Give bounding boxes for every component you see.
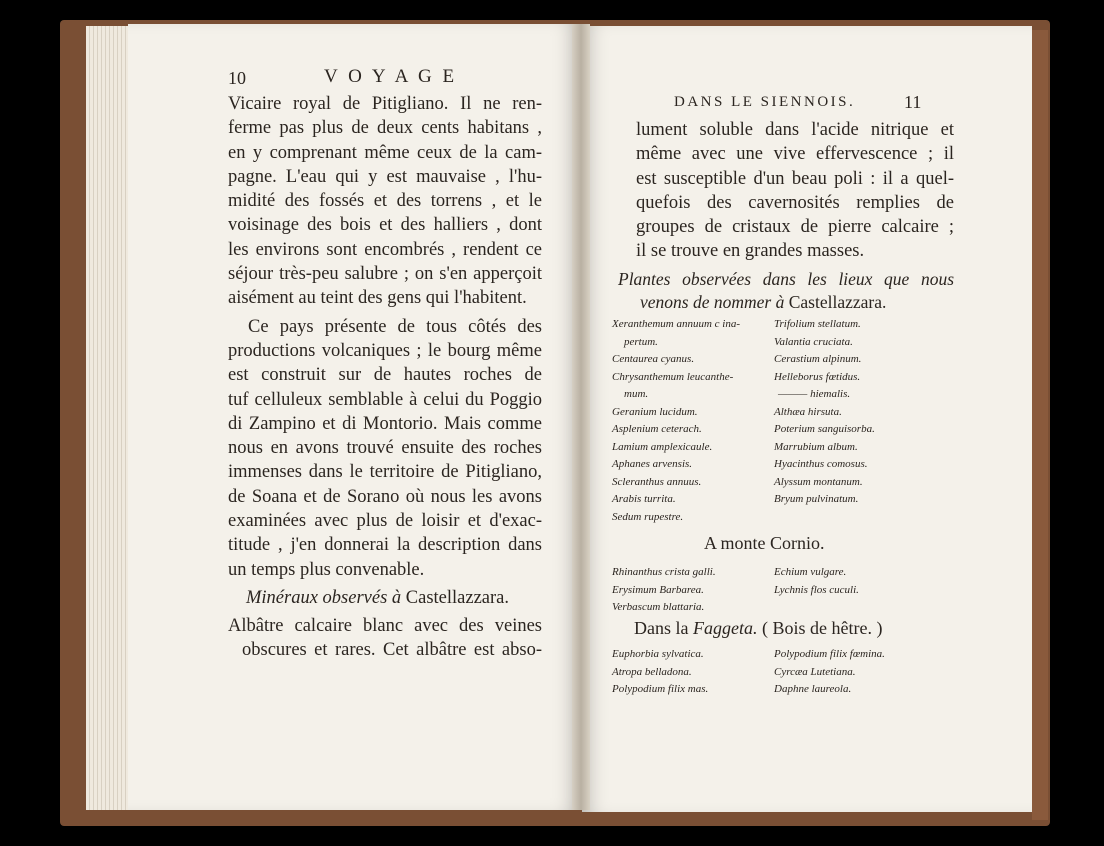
list-item: Scleranthus annuus. xyxy=(612,475,702,488)
list-item: Atropa belladona. xyxy=(612,665,692,678)
text-line: di Zampino et di Montorio. Mais comme xyxy=(228,413,542,434)
faggeta-heading xyxy=(634,618,882,639)
text-line: il se trouve en grandes masses. xyxy=(636,241,865,262)
list-item: Euphorbia sylvatica. xyxy=(612,648,704,660)
plants-heading-line2-place: Castellazzara. xyxy=(788,292,887,312)
list-item: Hyacinthus comosus. xyxy=(774,458,868,470)
text-line: Vicaire royal de Pitigliano. Il ne ren- xyxy=(228,94,542,114)
text-line: titude , j'en donnerai la description dans xyxy=(228,535,542,556)
minerals-heading xyxy=(228,586,542,610)
list-item: Polypodium filix mas. xyxy=(612,683,709,695)
text-line: en y comprenant même ceux de la cam- xyxy=(228,142,542,163)
plants-heading xyxy=(618,268,954,314)
faggeta-heading-post: ( Bois de hêtre. ) xyxy=(761,618,883,638)
right-page-number: 11 xyxy=(904,92,922,112)
text-line: examinées avec plus de loisir et d'exac- xyxy=(228,511,542,532)
text-line: est construit sur de hautes roches de xyxy=(228,365,542,386)
cornio-heading: A monte Cornio. xyxy=(704,533,825,553)
text-line: midité des fossés et des torrens , et le xyxy=(228,191,542,212)
cornio-column-1 xyxy=(612,564,782,617)
left-page-number: 10 xyxy=(228,68,246,88)
minerals-heading-italic: Minéraux observés à xyxy=(246,587,402,608)
text-line: obscures et rares. Cet albâtre est abso- xyxy=(242,640,542,661)
text-line: lument soluble dans l'acide nitrique et xyxy=(636,120,954,140)
plants-heading-line2-italic: venons de nommer à xyxy=(640,292,785,312)
list-item: Polypodium filix fœmina. xyxy=(774,648,885,660)
faggeta-heading-italic: Faggeta. xyxy=(692,618,758,638)
text-line: est susceptible d'un beau poli : il a quel- xyxy=(636,168,954,189)
plants-column-1 xyxy=(612,316,782,526)
list-item: Cerastium alpinum. xyxy=(774,353,862,365)
book-gutter xyxy=(572,24,590,810)
text-line: séjour très-peu salubre ; on s'en apperçoit xyxy=(228,264,542,285)
left-running-head: V O Y A G E xyxy=(324,66,458,87)
plants-heading-line1: Plantes observées dans les lieux que nous xyxy=(618,269,954,289)
list-item: Centaurea cyanus. xyxy=(612,353,695,365)
text-line: les environs sont encombrés , rendent ce xyxy=(228,239,542,260)
list-item: Trifolium stellatum. xyxy=(774,318,861,330)
right-running-head: DANS LE SIENNOIS. xyxy=(674,94,856,110)
book-cover-edge xyxy=(1032,30,1048,820)
faggeta-heading-pre: Dans la xyxy=(634,618,689,638)
text-line: productions volcaniques ; le bourg même xyxy=(228,340,542,361)
list-item: Alyssum montanum. xyxy=(774,475,863,488)
list-item: Asplenium ceterach. xyxy=(612,423,702,435)
list-item: Helleborus fœtidus. xyxy=(774,370,861,383)
text-line: nous en avons trouvé ensuite des roches xyxy=(228,438,542,459)
list-item: Cyrcæa Lutetiana. xyxy=(774,665,856,678)
list-item: Bryum pulvinatum. xyxy=(774,493,859,505)
list-item: Arabis turrita. xyxy=(612,493,676,505)
text-line: ferme pas plus de deux cents habitans , xyxy=(228,118,542,139)
text-line: groupes de cristaux de pierre calcaire ; xyxy=(636,217,954,238)
list-item: Marrubium album. xyxy=(774,440,858,453)
list-item: pertum. xyxy=(624,335,658,348)
list-item: Valantia cruciata. xyxy=(774,335,853,348)
text-line: un temps plus convenable. xyxy=(228,559,425,580)
faggeta-column-2 xyxy=(774,646,944,699)
text-line: même avec une vive effervescence ; il xyxy=(636,144,954,165)
page-edges xyxy=(86,26,134,810)
plants-column-2 xyxy=(774,316,944,509)
list-item: ——— hiemalis. xyxy=(778,388,851,400)
plants-list xyxy=(612,316,962,526)
left-page xyxy=(128,24,580,810)
text-line: aisément au teint des gens qui l'habitent. xyxy=(228,288,527,309)
text-line: de Soana et de Sorano où nous les avons xyxy=(228,486,542,507)
text-line: tuf celluleux semblable à celui du Poggio xyxy=(228,389,542,410)
list-item: Aphanes arvensis. xyxy=(612,458,693,470)
text-line: Ce pays présente de tous côtés des xyxy=(248,316,542,337)
text-line: immenses dans le territoire de Pitigliano, xyxy=(228,462,542,483)
list-item: Xeranthemum annuum c ina- xyxy=(612,318,741,330)
list-item: Althæa hirsuta. xyxy=(774,405,842,418)
text-line: pagne. L'eau qui y est mauvaise , l'hu- xyxy=(228,166,542,187)
list-item: Rhinanthus crista galli. xyxy=(612,566,716,578)
list-item: Chrysanthemum leucanthe- xyxy=(612,370,734,383)
plants-heading-line2 xyxy=(618,290,954,314)
minerals-heading-place: Castellazzara. xyxy=(405,587,510,608)
list-item: Poterium sanguisorba. xyxy=(774,423,875,435)
list-item: Erysimum Barbarea. xyxy=(612,583,704,596)
list-item: Sedum rupestre. xyxy=(612,510,684,523)
cornio-column-2 xyxy=(774,564,944,599)
faggeta-list xyxy=(612,646,962,706)
faggeta-column-1 xyxy=(612,646,782,699)
list-item: Geranium lucidum. xyxy=(612,405,698,418)
list-item: Lamium amplexicaule. xyxy=(612,440,713,453)
text-line: voisinage des bois et des halliers , dont xyxy=(228,215,542,236)
list-item: Verbascum blattaria. xyxy=(612,601,705,613)
right-page xyxy=(582,26,1032,812)
list-item: mum. xyxy=(624,388,649,400)
list-item: Echium vulgare. xyxy=(774,566,847,578)
cornio-list xyxy=(612,564,962,624)
list-item: Lychnis flos cuculi. xyxy=(774,583,859,596)
text-line: quefois des cavernosités remplies de xyxy=(636,192,954,213)
list-item: Daphne laureola. xyxy=(774,683,852,695)
right-body xyxy=(636,118,954,264)
text-line: Albâtre calcaire blanc avec des veines xyxy=(228,615,542,636)
left-body xyxy=(228,92,542,663)
